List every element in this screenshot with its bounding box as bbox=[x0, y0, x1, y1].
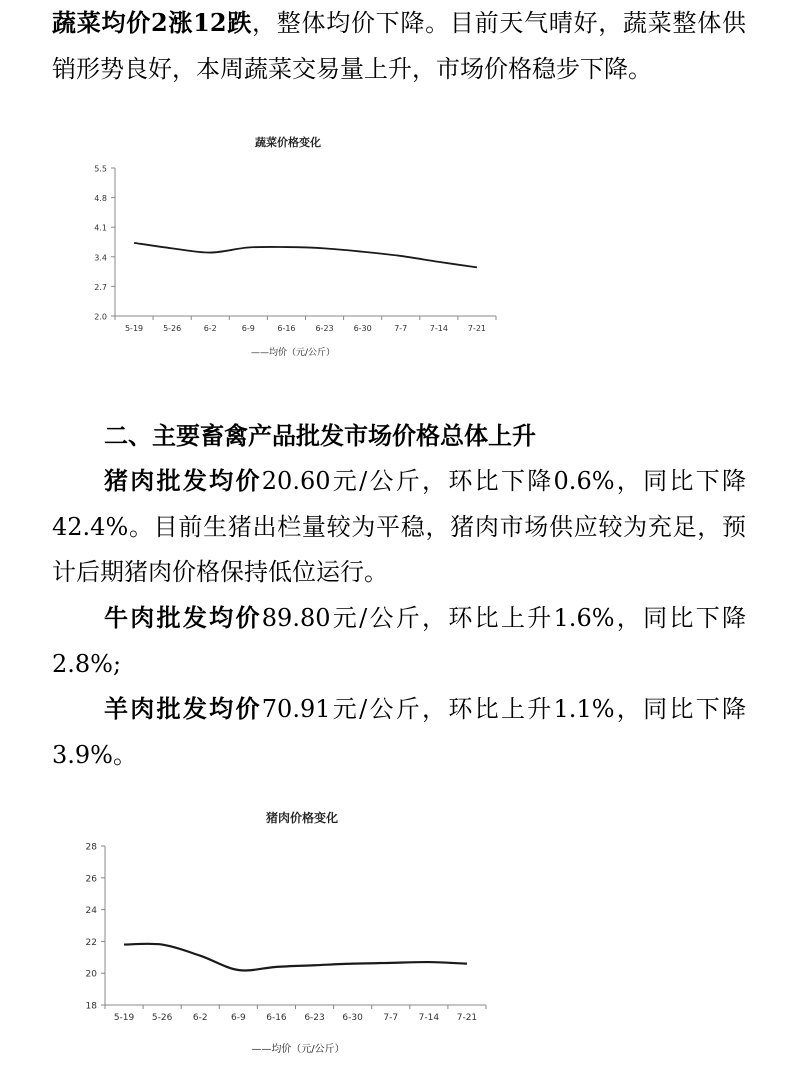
y-tick-label: 20 bbox=[85, 969, 97, 980]
series-line bbox=[134, 243, 477, 268]
y-tick-label: 26 bbox=[85, 874, 97, 885]
x-tick-label: 7-7 bbox=[394, 324, 408, 333]
y-tick-label: 3.4 bbox=[94, 253, 107, 263]
x-tick-label: 6-23 bbox=[315, 324, 334, 333]
y-tick-label: 24 bbox=[85, 906, 97, 917]
x-tick-label: 6-16 bbox=[266, 1013, 287, 1023]
series-line bbox=[124, 944, 467, 971]
x-tick-label: 7-7 bbox=[383, 1013, 399, 1023]
chart-title: 猪肉价格变化 bbox=[265, 811, 339, 825]
pork-chart-svg bbox=[72, 804, 512, 1066]
beef-label: 牛肉批发均价 bbox=[104, 603, 262, 632]
section-heading: 二、主要畜禽产品批发市场价格总体上升 bbox=[104, 421, 536, 450]
x-tick-label: 5-19 bbox=[113, 1013, 135, 1023]
pork-label: 猪肉批发均价 bbox=[104, 466, 262, 495]
x-tick-label: 5-26 bbox=[163, 324, 182, 333]
vegetable-chart-svg bbox=[80, 126, 510, 376]
pork-price-chart bbox=[72, 804, 512, 1066]
chart-title: 蔬菜价格变化 bbox=[255, 136, 321, 149]
vegetable-paragraph bbox=[52, 0, 746, 92]
x-tick-label: 7-14 bbox=[429, 324, 448, 333]
pork-text: 20.60元/公斤，环比下降0.6%，同比下降42.4%。目前生猪出栏量较为平稳，猪肉市场供应较为充足，预计后期猪肉价格保持低位运行。 bbox=[52, 467, 746, 586]
y-tick-label: 2.0 bbox=[94, 312, 107, 322]
chart-legend: ——均价（元/公斤） bbox=[250, 348, 336, 358]
y-tick-label: 18 bbox=[85, 1001, 97, 1012]
mutton-paragraph bbox=[52, 686, 746, 778]
beef-paragraph bbox=[52, 595, 746, 687]
beef-text: 89.80元/公斤，环比上升1.6%，同比下降2.8%; bbox=[52, 604, 746, 678]
x-tick-label: 6-30 bbox=[353, 324, 372, 333]
y-tick-label: 4.1 bbox=[94, 223, 107, 233]
y-tick-label: 28 bbox=[85, 842, 97, 853]
vegetable-text: ，整体均价下降。目前天气晴好，蔬菜整体供销形势良好，本周蔬菜交易量上升，市场价格稳步下降。 bbox=[52, 9, 746, 83]
x-tick-label: 6-23 bbox=[304, 1013, 325, 1023]
pork-paragraph bbox=[52, 458, 746, 596]
x-tick-label: 5-26 bbox=[151, 1013, 173, 1023]
vegetable-lead: 蔬菜均价2涨12跌 bbox=[52, 8, 252, 37]
chart-legend: ——均价（元/公斤） bbox=[251, 1044, 345, 1055]
x-tick-label: 5-19 bbox=[124, 324, 144, 333]
x-tick-label: 6-2 bbox=[192, 1013, 208, 1023]
vegetable-price-chart bbox=[80, 126, 510, 376]
x-tick-label: 7-14 bbox=[418, 1013, 440, 1023]
x-tick-label: 7-21 bbox=[456, 1013, 478, 1023]
mutton-label: 羊肉批发均价 bbox=[104, 694, 262, 723]
y-tick-label: 22 bbox=[85, 937, 97, 948]
y-tick-label: 4.8 bbox=[94, 194, 107, 204]
x-tick-label: 6-30 bbox=[342, 1013, 363, 1023]
mutton-text: 70.91元/公斤，环比上升1.1%，同比下降3.9%。 bbox=[52, 695, 746, 769]
x-tick-label: 6-9 bbox=[241, 324, 255, 333]
y-tick-label: 5.5 bbox=[94, 164, 107, 174]
y-tick-label: 2.7 bbox=[94, 282, 107, 292]
x-tick-label: 6-2 bbox=[203, 324, 217, 333]
x-tick-label: 7-21 bbox=[467, 324, 487, 333]
x-tick-label: 6-16 bbox=[277, 324, 296, 333]
x-tick-label: 6-9 bbox=[230, 1013, 246, 1023]
